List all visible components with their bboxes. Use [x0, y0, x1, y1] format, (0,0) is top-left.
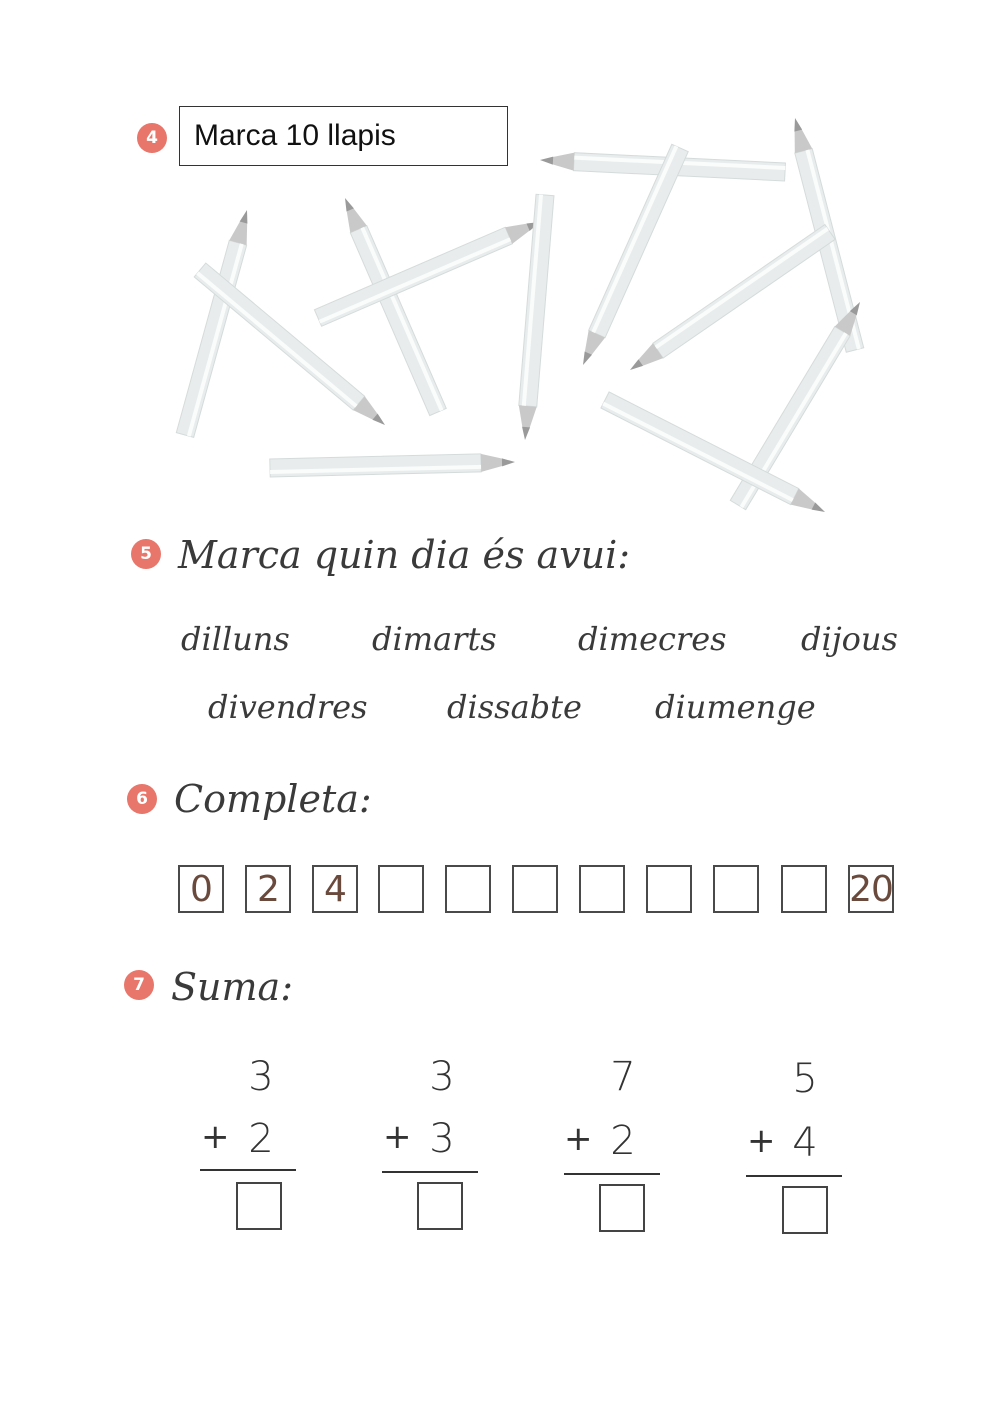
plus-sign: +	[564, 1119, 593, 1159]
exercise-number-badge: 5	[131, 539, 161, 569]
addend: 3	[429, 1116, 455, 1162]
day-option-dimarts[interactable]: dimarts	[372, 620, 497, 658]
day-option-dimecres[interactable]: dimecres	[578, 620, 727, 658]
exercise-7-heading: Suma:	[171, 965, 293, 1009]
addend: 3	[248, 1054, 274, 1100]
sum-line	[564, 1173, 660, 1175]
pencil-icon[interactable]	[194, 263, 391, 432]
pencil-icon[interactable]	[625, 225, 835, 378]
exercise-6-heading: Completa:	[174, 777, 372, 821]
sum-line	[382, 1171, 478, 1173]
pencil-icon[interactable]	[314, 214, 543, 327]
day-option-diumenge[interactable]: diumenge	[655, 688, 816, 726]
exercise-4-title: Marca 10 llapis	[179, 106, 508, 166]
exercise-number-badge: 7	[124, 970, 154, 1000]
sequence-input[interactable]	[781, 865, 827, 913]
sum-line	[200, 1169, 296, 1171]
day-option-dilluns[interactable]: dilluns	[181, 620, 290, 658]
pencils-area	[0, 0, 1000, 540]
plus-sign: +	[201, 1117, 230, 1157]
sum-answer-input[interactable]	[417, 1182, 463, 1230]
day-option-dissabte[interactable]: dissabte	[447, 688, 582, 726]
sequence-input[interactable]	[445, 865, 491, 913]
addend: 4	[792, 1120, 818, 1166]
sequence-box: 2	[245, 865, 291, 913]
addend: 5	[792, 1056, 818, 1102]
exercise-number-badge: 4	[137, 123, 167, 153]
addend: 2	[610, 1118, 636, 1164]
pencil-icon[interactable]	[176, 208, 255, 438]
sum-line	[746, 1175, 842, 1177]
exercise-5-heading: Marca quin dia és avui:	[178, 533, 631, 577]
sum-answer-input[interactable]	[236, 1182, 282, 1230]
plus-sign: +	[747, 1121, 776, 1161]
day-option-divendres[interactable]: divendres	[208, 688, 368, 726]
sequence-input[interactable]	[512, 865, 558, 913]
sum-answer-input[interactable]	[782, 1186, 828, 1234]
exercise-number-badge: 6	[127, 784, 157, 814]
sequence-input[interactable]	[646, 865, 692, 913]
day-option-dijous[interactable]: dijous	[801, 620, 898, 658]
addend: 3	[429, 1054, 455, 1100]
sequence-box: 20	[848, 865, 894, 913]
pencil-icon[interactable]	[270, 453, 515, 477]
sequence-box: 0	[178, 865, 224, 913]
sequence-box: 4	[312, 865, 358, 913]
sequence-input[interactable]	[378, 865, 424, 913]
sum-answer-input[interactable]	[599, 1184, 645, 1232]
sequence-input[interactable]	[579, 865, 625, 913]
addend: 7	[610, 1054, 636, 1100]
sequence-input[interactable]	[713, 865, 759, 913]
addend: 2	[248, 1116, 274, 1162]
plus-sign: +	[383, 1117, 412, 1157]
